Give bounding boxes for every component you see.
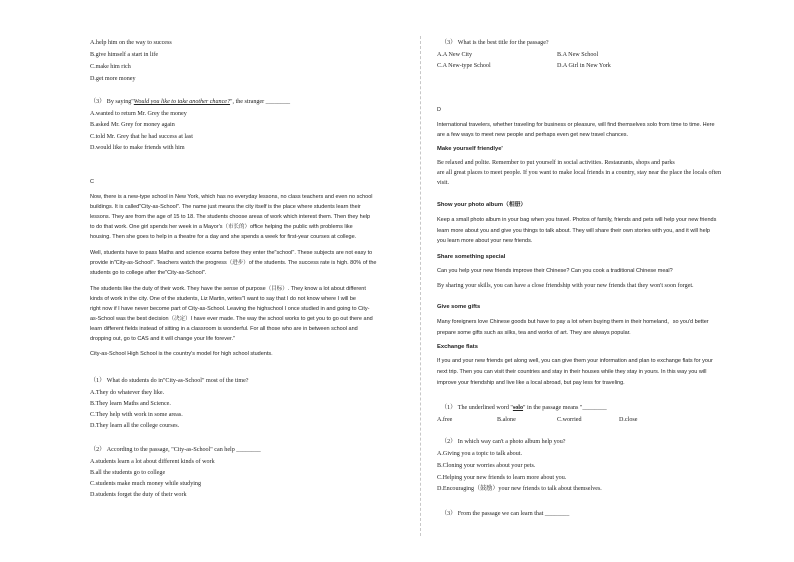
passage-line: are all great places to meet people. If you want to make local friends in a country, stay near the place the locals often [437, 170, 722, 176]
passage-line: buildings. It is called"City-as-School". The name just means the city itself is the place where students learn their [90, 204, 361, 210]
section-c-label: C [90, 179, 94, 185]
passage-line: learn more about you and give you things to talk about. They will share their own stories with you, and it will help [437, 228, 710, 234]
option-b: B.all the students go to college [90, 470, 166, 476]
heading-give-gifts: Give some gifts [437, 304, 481, 310]
passage-line: provide in"City-as-School". Teachers watch the progress（进步）of the students. The success rate is high. 80% of the [90, 260, 377, 266]
question-2-stem: （2） According to the passage, "City-as-School" can help ________ [90, 447, 261, 453]
option-d: D.A Girl in New York [557, 63, 611, 69]
option-b: B.asked Mr. Grey for money again [90, 122, 175, 128]
underlined-word: solo [512, 405, 524, 411]
passage-line: kinds of work in the city. One of the students, Liz Martin, writes"I want to say that I do not know where I will be [90, 296, 356, 302]
option-d: D.They learn all the college courses. [90, 423, 180, 429]
option-a: A.help him on the way to success [90, 40, 172, 46]
option-c: C.worried [557, 417, 582, 423]
heading-photo-album: Show your photo album（相册） [437, 202, 527, 208]
option-d: D.would like to make friends with him [90, 145, 185, 151]
passage-line: Now, there is a new-type school in New York, which has no everyday lessons, no class teachers and even no school [90, 194, 373, 200]
option-d: D.Encouraging（鼓励）your new friends to talk about themselves. [437, 486, 602, 492]
question-3-stem: （3） What is the best title for the passage? [441, 40, 549, 46]
option-b: B.Cloning your worries about your pets. [437, 463, 536, 469]
passage-line: are a few ways to meet new people and perhaps even get new travel chances. [437, 132, 629, 138]
question-2-stem: （2） In which way can't a photo album help you? [441, 439, 566, 445]
heading-exchange-flats: Exchange flats [437, 344, 478, 350]
option-a: A.Giving you a topic to talk about. [437, 451, 522, 457]
option-c: C.make him rich [90, 64, 131, 70]
option-c: C.They help with work in some areas. [90, 412, 183, 418]
heading-make-friendly: Make yourself friendlye' [437, 146, 503, 152]
option-d: D.get more money [90, 76, 136, 82]
option-a: A.wanted to return Mr. Grey the money [90, 111, 187, 117]
passage-line: as-School was the best decision（决定）I have ever made. The way the school works to get you to go out there and [90, 316, 373, 322]
passage-line: Well, students have to pass Maths and science exams before they enter the"school". These subjects are not easy to [90, 250, 373, 256]
passage-line: students go to college after the"City-as-School". [90, 270, 207, 276]
option-a: A.free [437, 417, 453, 423]
option-d: D.students forget the duty of their work [90, 492, 187, 498]
passage-line: next trip. Then you can visit their countries and stay in their houses while they stay in yours. In this way you will [437, 369, 707, 375]
passage-line: Many foreigners love Chinese goods but have to pay a lot when buying them in their homeland，so you'd better [437, 319, 709, 325]
question-1-stem: （1） What do students do in"City-as-School" most of the time? [90, 378, 249, 384]
option-b: B.A New School [557, 52, 599, 58]
passage-line: dropping out, go to CAS and it will change your life forever." [90, 336, 236, 342]
passage-line: to do that work. One girl spends her week in a Mayor's（市长的）office helping the public with problems like [90, 224, 353, 230]
option-b: B.They learn Maths and Science. [90, 401, 171, 407]
passage-line: Be relaxed and polite. Remember to put yourself in social activities. Restaurants, shops and parks [437, 160, 675, 166]
passage-line: The students like the duty of their work. They have the sense of purpose（目标）. They know a lot about different [90, 286, 366, 292]
section-d-label: D [437, 107, 441, 113]
passage-line: right now if I have never become part of City-as-School. Leaving the highschool I once studied in and going to City- [90, 306, 370, 312]
passage-line: learn different fields instead of sitting in a classroom is wonderful. For all those who are in between school and [90, 326, 358, 332]
question-3-stem: （3） From the passage we can learn that ________ [441, 511, 570, 517]
passage-line: City-as-School High School is the country's model for high school students. [90, 351, 273, 357]
passage-line: visit. [437, 180, 450, 186]
passage-line: prepare some gifts such as silks, tea and works of art. They are always popular. [437, 330, 631, 336]
passage-line: improve your friendship and live like a local abroad, but pay less for traveling. [437, 380, 625, 386]
passage-line: If you and your new friends get along well, you can give them your information and plan to exchange flats for your [437, 358, 713, 364]
passage-line: Keep a small photo album in your bag when you travel. Photos of family, friends and pets will help your new friends [437, 217, 717, 223]
option-c: C.A New-type School [437, 63, 491, 69]
option-c: C.students make much money while studying [90, 481, 202, 487]
option-a: A.students learn a lot about different kinds of work [90, 459, 215, 465]
passage-line: lessons. They are from the age of 15 to 18. The students choose areas of work which interest them. Then they help [90, 214, 371, 220]
quoted-phrase: Would you like to take another chance? [133, 99, 231, 105]
option-c: C.Helping your new friends to learn more about you. [437, 475, 567, 481]
option-a: A.A New City [437, 52, 473, 58]
question-3-stem: （3） By saying"Would you like to take another chance?", the stranger ________ [90, 99, 291, 105]
option-b: B.alone [497, 417, 516, 423]
option-d: D.close [619, 417, 638, 423]
option-b: B.give himself a start in life [90, 52, 159, 58]
column-divider [420, 36, 421, 536]
passage-line: housing. Then she goes to help in a theatre for a day and she spends a week for first-year courses at college. [90, 234, 357, 240]
passage-line: you learn more about your new friends. [437, 238, 533, 244]
question-1-stem: （1） The underlined word "solo" in the passage means "________ [441, 405, 607, 411]
passage-line: Can you help your new friends improve their Chinese? Can you cook a traditional Chinese meal? [437, 268, 673, 274]
passage-line: International travelers, whether traveling for business or pleasure, will find themselves solo from time to time. Here [437, 122, 715, 128]
heading-share-special: Share something special [437, 254, 506, 260]
option-c: C.told Mr. Grey that he had success at last [90, 134, 193, 140]
option-a: A.They do whatever they like. [90, 390, 165, 396]
passage-line: By sharing your skills, you can have a close friendship with your new friends that they won't soon forget. [437, 283, 694, 289]
